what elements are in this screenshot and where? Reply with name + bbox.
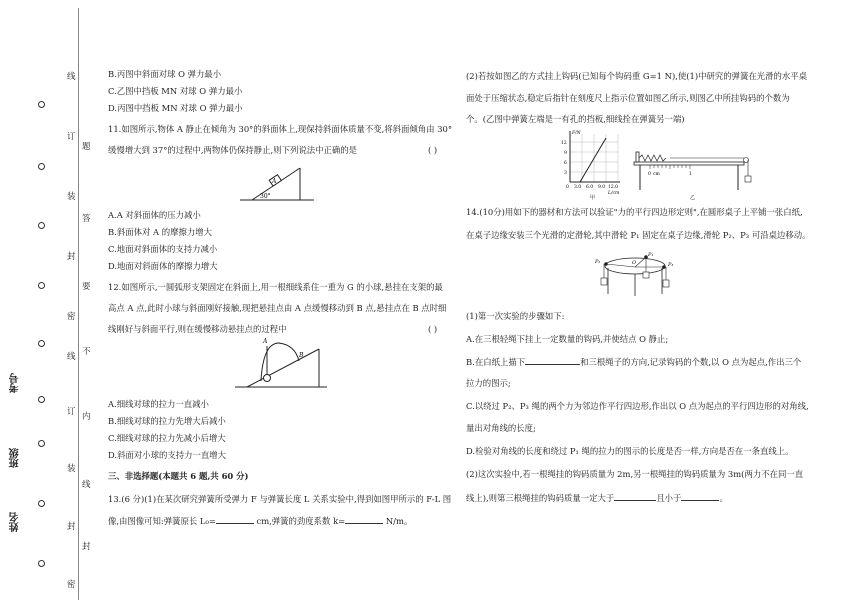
seal-char: 密 [67,312,76,322]
q11-option-c: C.地面对斜面体的支持力减小 [108,244,218,254]
inner-char: 答 [82,214,91,224]
seal-hole [38,560,45,567]
q14-text: 线上),则第三根绳挂的钩码质量一定大于 [466,493,615,503]
graph-origin: 0 [566,185,569,190]
inner-char: 题 [82,142,91,152]
seal-hole [38,163,45,170]
q12-option-a: A.细线对球的拉力一直减小 [108,399,209,409]
seal-hole [38,222,45,229]
q11-option-d: D.地面对斜面体的摩擦力增大 [108,261,218,271]
answer-paren: ( ) [428,324,438,334]
seal-char: 密 [67,580,76,590]
q13-text: N/m。 [383,516,413,526]
q14-step-b-line1 [466,355,801,368]
seal-line [78,8,79,600]
q11-stem-line1: 11.如图所示,物体 A 静止在倾角为 30°的斜面体上,现保持斜面体质量不变,将斜面倾角由 30° [108,124,453,134]
inner-char: 封 [82,542,91,552]
q12-option-c: C.细线对球的拉力先减小后增大 [108,433,226,443]
inner-char: 内 [82,412,91,422]
q14-step-c-line2: 量出对角线的长度; [466,423,536,433]
q14-step-a: A.在三根轻绳下挂上一定数量的钩码,并使结点 O 静止; [466,334,669,344]
graph-x-tick: 3.0 [574,185,582,190]
q11-stem-line2: 缓慢增大到 37°的过程中,两物体仍保持静止,则下列说法中正确的是 [108,145,357,155]
seal-char: 封 [67,522,76,532]
q11-incline-figure [238,160,318,204]
q13-text: 像,由图像可知:弹簧原长 L₀= [108,516,216,526]
answer-paren: ( ) [428,145,438,155]
graph-x-label: L/cm [608,191,620,196]
q13-part2-line1: (2)若按如图乙的方式挂上钩码(已知每个钩码重 G=1 N),使(1)中研究的弹簧在光滑的水平桌 [466,71,807,81]
point-b-label: B [299,352,304,359]
seal-hole [38,101,45,108]
knot-o-label: O [632,260,637,266]
seal-char: 订 [67,407,76,417]
q14-part2-line2 [466,491,728,504]
graph-y-tick: 9 [564,151,567,156]
inner-char: 线 [82,480,91,490]
seal-char: 封 [67,252,76,262]
q14-text: B.在白纸上描下 [466,357,526,367]
q14-step-d: D.检验对角线的长度和绕过 P₁ 绳的拉力的图示的长度是否一样,方向是否在一条直线上。 [466,446,794,456]
ruler-one: 1 [689,172,692,177]
seal-hole [38,340,45,347]
q13-part2-line2: 面处于压缩状态,稳定后指针在刻度尺上指示位置如图乙所示,则图乙中所挂钩码的个数为 [466,93,790,103]
q12-stem-line1: 12.如图所示,一圆弧形支架固定在斜面上,用一根细线系住一重为 G 的小球,悬挂在支架的最 [108,282,443,292]
q14-stem-line2: 在桌子边缘安装三个光滑的定滑轮,其中滑轮 P₁ 固定在桌子边缘,滑轮 P₂、P₃ 可沿桌边移动。 [466,230,811,240]
graph-y-tick: 12 [561,141,567,146]
q12-option-b: B.细线对球的拉力先增大后减小 [108,416,226,426]
q12-arc-support-figure [233,335,329,391]
fl-graph-figure [556,128,622,200]
field-name: 姓名 [10,512,21,532]
pulley-p3-label: P₃ [668,262,674,268]
blank-lower-bound[interactable] [614,491,656,501]
ruler-zero: 0 [648,172,651,177]
q11-option-b: B.斜面体对 A 的摩擦力增大 [108,227,212,237]
blank-k[interactable] [345,514,383,524]
seal-char: 装 [67,464,76,474]
q14-part2-line1: (2)这次实验中,若一根绳挂的钩码质量为 2m,另一根绳挂的钩码质量为 3m(两力不在同一直 [466,469,804,479]
right-column [466,0,851,608]
q11-option-a: A.A 对斜面体的压力减小 [108,210,201,220]
seal-char: 订 [67,132,76,142]
point-a-label: A [263,338,268,345]
graph-x-tick: 9.0 [598,185,606,190]
ruler-unit: cm [653,172,660,177]
graph-x-tick: 12.0 [608,185,619,190]
incline-angle-label: 30° [260,193,271,200]
binding-margin [0,0,92,608]
q10-option-b: B.丙图中斜面对球 O 弹力最小 [108,69,222,79]
q13-stem-line1: 13.(6 分)(1)在某次研究弹簧所受弹力 F 与弹簧长度 L 关系实验中,得到如图甲所示的 F-L 图 [108,494,452,504]
graph-y-tick: 6 [564,161,567,166]
inner-char: 要 [82,282,91,292]
round-table-figure [594,250,676,298]
q13-stem-line2 [108,514,412,527]
q12-stem-line2: 高点 A 点,此时小球与斜面刚好接触,现把悬挂点由 A 点缓慢移动到 B 点,悬挂点在 B 点时细 [108,303,447,313]
graph-x-tick: 6.0 [586,185,594,190]
seal-char: 线 [67,352,76,362]
q14-text: 。 [719,493,728,503]
figure-caption-jia: 甲 [590,195,596,200]
seal-hole [38,500,45,507]
seal-hole [38,440,45,447]
seal-char: 装 [67,192,76,202]
q10-option-d: D.丙图中挡板 MN 对球 O 弹力最小 [108,103,243,113]
field-class: 班级 [10,448,21,468]
q10-option-c: C.乙图中挡板 MN 对球 O 弹力最小 [108,86,243,96]
q14-stem-line1: 14.(10分)用如下的器材和方法可以验证"力的平行四边形定则",在圆形桌子上平铺一张白纸, [466,207,803,217]
q14-step-b-line2: 拉力的图示; [466,378,511,388]
graph-y-tick: 3 [564,171,567,176]
q14-text: 和三根绳子的方向,记录钩码的个数,以 O 点为起点,作出三个 [580,357,802,367]
q14-text: 且小于 [656,493,682,503]
blank-upper-bound[interactable] [681,491,719,501]
section-heading-nonchoice: 三、非选择题(本题共 6 题,共 60 分) [108,471,249,481]
q13-text: cm,弹簧的劲度系数 k= [253,516,346,526]
blank-l0[interactable] [216,514,254,524]
q13-part2-line3: 个。(乙图中弹簧左端是一有孔的挡板,细线拴在弹簧另一端) [466,114,685,124]
inner-char: 不 [82,347,91,357]
figure-caption-yi: 乙 [690,195,696,200]
seal-char: 线 [67,72,76,82]
pulley-p1-label: P₁ [648,252,654,258]
q14-part1-heading: (1)第一次实验的步骤如下: [466,311,565,321]
block-a-label: A [272,178,277,185]
spring-ruler-figure [628,146,758,200]
graph-y-label: F/N [572,131,581,136]
seal-hole [38,282,45,289]
blank-step-b[interactable] [525,355,580,365]
q12-option-d: D.斜面对小球的支持力一直增大 [108,450,226,460]
field-exam-number: 考号 [10,373,21,393]
q14-step-c-line1: C.以绕过 P₂、P₃ 绳的两个力为邻边作平行四边形,作出以 O 点为起点的平行四边形的对角线, [466,401,809,411]
seal-hole [38,396,45,403]
q12-stem-line3: 线刚好与斜面平行,则在缓慢移动悬挂点的过程中 [108,324,287,334]
left-column [108,0,453,608]
pulley-p2-label: P₂ [595,259,601,265]
